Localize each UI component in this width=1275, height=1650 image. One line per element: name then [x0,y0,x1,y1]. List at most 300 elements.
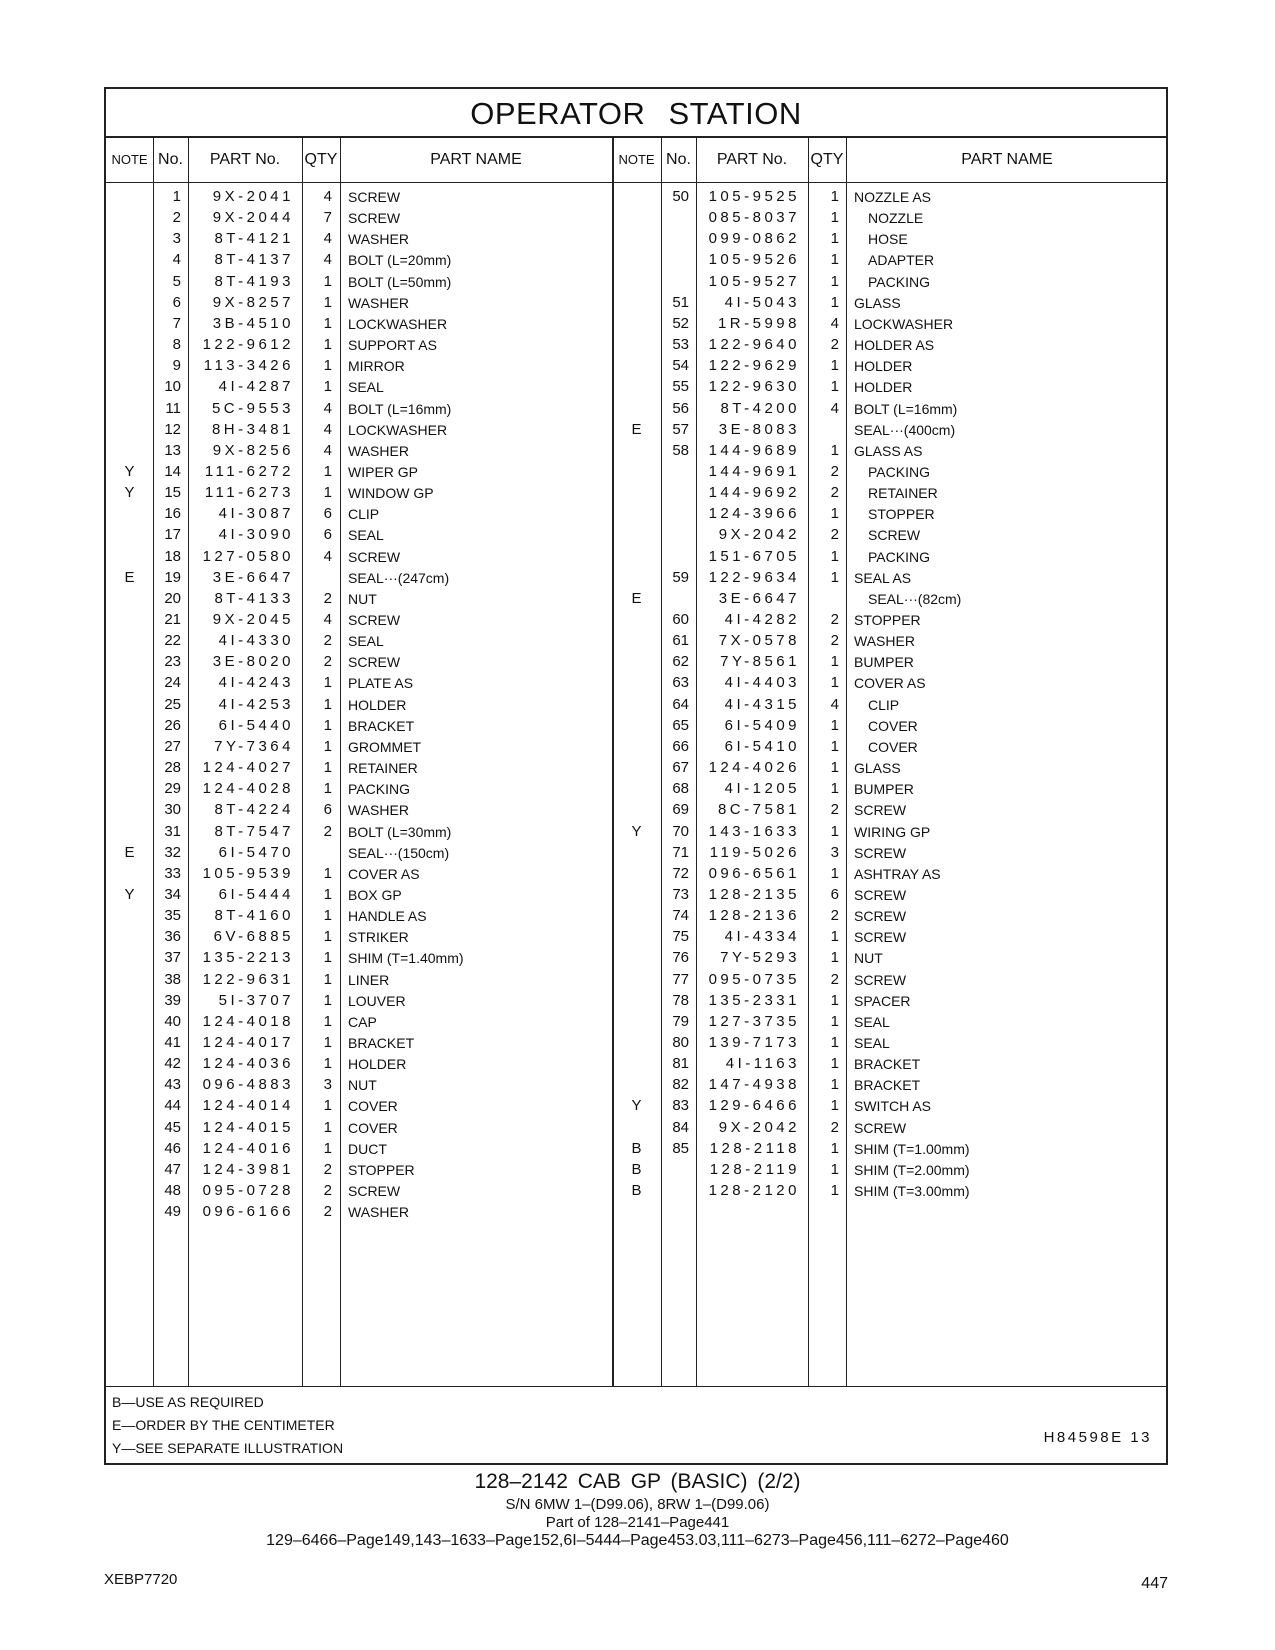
row-no: 25 [164,695,181,713]
row-note: Y [631,1097,642,1115]
row-no: 36 [164,928,181,946]
row-no: 79 [672,1012,689,1030]
row-part: 8T-7547 [214,822,294,840]
row-note [106,524,153,546]
row-qty: 1 [830,991,839,1009]
row-note: Y [124,484,135,502]
legend-b: B—USE AS REQUIRED [112,1394,264,1410]
row-qty: 1 [323,695,332,713]
row-no: 3 [172,230,181,248]
row-part: 6I-5470 [218,843,294,861]
legend-y: Y—SEE SEPARATE ILLUSTRATION [112,1440,344,1456]
row-qty [302,567,332,589]
row-qty: 2 [830,462,839,480]
row-part: 6I-5440 [218,716,294,734]
row-qty: 2 [830,611,839,628]
document-id: XEBP7720 [104,1571,178,1588]
footer-rule [106,1386,1166,1387]
row-no: 23 [164,653,181,671]
part-of-reference: Part of 128–2141–Page441 [545,1514,730,1531]
row-note [106,969,153,991]
row-name: BOLT (L=16mm) [348,400,452,417]
row-no: 13 [164,441,181,459]
row-part: 8T-4137 [214,251,294,269]
row-part: 122-9634 [708,568,800,586]
row-qty [808,588,839,610]
row-note [612,609,661,631]
row-name: SHIM (T=2.00mm) [854,1161,970,1178]
row-part: 144-9689 [708,441,800,459]
row-qty: 1 [830,928,839,946]
row-no: 53 [672,336,689,354]
row-note [612,672,661,694]
row-name: SWITCH AS [854,1098,932,1115]
row-name: COVER AS [854,675,926,692]
row-name: SCREW [348,189,401,205]
row-name: SCREW [348,612,401,628]
row-note [106,1095,153,1117]
page-number: 447 [1141,1575,1168,1592]
row-no: 76 [672,949,689,967]
row-qty: 2 [830,484,839,502]
row-note [612,799,661,821]
group-caption: 128–2142 CAB GP (BASIC) (2/2) [474,1470,801,1493]
row-name: DUCT [348,1140,387,1157]
row-no: 62 [672,653,689,671]
row-name: BRACKET [854,1077,921,1094]
row-qty: 6 [323,505,332,523]
row-part: 113-3426 [203,357,294,375]
row-qty: 6 [323,801,332,819]
row-note [612,926,661,948]
row-part: 6I-5410 [724,737,800,755]
row-no: 38 [164,970,181,988]
row-qty: 1 [323,357,332,375]
row-note: B [631,1182,642,1200]
row-qty: 1 [830,547,839,565]
row-note [612,207,661,229]
row-name: RETAINER [348,760,418,777]
row-note [612,355,661,377]
row-note [106,1180,153,1202]
row-no: 70 [672,822,689,840]
row-qty: 1 [830,1182,839,1200]
row-note [612,694,661,716]
row-name: SCREW [348,654,401,671]
row-name: NUT [348,590,377,607]
row-no: 45 [164,1118,181,1136]
row-part: 8T-4121 [214,230,294,248]
row-note [106,1032,153,1054]
row-part: 151-6705 [708,547,800,565]
row-note: Y [124,885,135,903]
row-qty: 1 [830,1034,839,1051]
row-name: SEAL AS [854,569,912,586]
row-part: 4I-4243 [218,674,294,692]
row-part: 096-4883 [202,1076,294,1094]
header-no: No. [158,151,183,168]
row-no [661,482,689,504]
row-part: 4I-5043 [724,293,800,311]
row-name: BOLT (L=50mm) [348,273,452,290]
row-note: B [631,1160,642,1178]
row-qty: 2 [830,970,839,988]
row-no: 84 [672,1118,689,1136]
row-no: 59 [672,568,689,586]
row-qty: 1 [323,378,332,396]
row-name: LOUVER [348,992,406,1009]
row-qty: 1 [323,737,332,755]
row-qty: 1 [323,759,332,777]
row-no: 58 [672,441,689,459]
row-qty: 2 [830,801,839,819]
row-note [106,1159,153,1181]
row-no: 81 [672,1055,689,1073]
header-part-no: PART No. [716,151,788,168]
row-part: 4I-4334 [724,928,800,946]
row-qty: 1 [830,737,839,755]
row-note [612,630,661,652]
row-note [106,1117,153,1139]
row-no: 31 [164,822,181,840]
row-name: GLASS [854,294,901,311]
row-name: SCREW [854,908,907,925]
row-name: BRACKET [348,1035,415,1051]
row-part: 135-2213 [202,949,294,967]
row-note [612,1117,661,1139]
row-part: 6V-6885 [213,928,294,946]
legend-e: E—ORDER BY THE CENTIMETER [112,1417,335,1433]
row-qty: 1 [323,885,332,903]
row-name: SEAL···(82cm) [868,590,962,607]
row-name: SHIM (T=1.00mm) [854,1140,970,1157]
row-name: SHIM (T=3.00mm) [854,1183,970,1200]
row-part: 111-6272 [204,462,294,480]
row-part: 7Y-7364 [214,737,294,755]
row-name: STRIKER [348,929,409,946]
row-name: HOLDER [348,1056,407,1073]
row-qty: 1 [323,293,332,311]
row-part: 8T-4200 [720,399,800,417]
row-note [106,271,153,293]
row-note [612,715,661,737]
row-note [106,1201,153,1223]
row-name: COVER AS [348,865,420,882]
row-part: 6I-5409 [724,716,800,734]
row-note [106,778,153,800]
row-no: 27 [164,737,181,755]
row-part: 122-9631 [202,970,294,988]
row-qty: 4 [323,420,332,438]
row-qty: 4 [830,695,839,713]
header-part-name: PART NAME [961,151,1053,168]
row-qty: 1 [830,674,839,692]
row-no: 20 [164,589,181,607]
row-part: 105-9527 [708,272,800,290]
row-note: Y [631,822,642,840]
row-qty: 4 [323,188,332,205]
header-note: NOTE [111,152,148,167]
row-note [106,651,153,673]
row-note [106,249,153,271]
row-name: SEAL [854,1013,890,1030]
row-name: SEAL [348,527,384,544]
column-divider [340,136,341,1386]
row-name: SEAL [854,1035,890,1051]
row-name: HOLDER AS [854,337,935,354]
row-note [106,355,153,377]
row-name: HOLDER [348,696,407,713]
row-name: BOLT (L=20mm) [348,252,452,269]
row-part: 124-4028 [202,780,294,798]
row-qty: 1 [830,780,839,798]
row-part: 8H-3481 [211,420,294,438]
row-part: 4I-4403 [724,674,800,692]
parts-table-sheet [104,87,1168,1465]
row-part: 7X-0578 [718,632,800,650]
row-part: 9X-8257 [212,293,294,311]
row-qty: 1 [323,1139,332,1157]
row-name: PACKING [348,781,410,798]
row-no: 69 [672,801,689,819]
row-no: 34 [164,885,181,903]
row-qty: 1 [323,272,332,290]
row-no: 12 [164,420,181,438]
row-name: SUPPORT AS [348,337,437,354]
row-no: 67 [672,759,689,777]
row-qty: 4 [323,230,332,248]
row-name: SCREW [348,548,401,565]
row-note [106,207,153,229]
row-note [106,376,153,398]
row-name: SCREW [854,844,907,861]
row-qty [302,842,332,864]
row-part: 122-9629 [708,357,800,375]
row-no: 24 [164,674,181,692]
row-note [106,926,153,948]
row-part: 124-4014 [202,1097,294,1115]
row-name: PACKING [868,463,930,480]
row-name: WINDOW GP [348,485,434,502]
row-note [612,461,661,483]
row-note [612,503,661,525]
row-note [612,905,661,927]
row-name: WASHER [348,231,409,248]
row-name: CLIP [348,506,380,523]
page-references: 129–6466–Page149,143–1633–Page152,6I–5444–Page453.03,111–6273–Page456,111–6272–Page460 [266,1532,1009,1549]
row-part: 096-6561 [708,864,800,882]
row-no: 5 [172,272,181,290]
row-qty: 2 [323,822,332,840]
row-part: 095-0735 [708,970,800,988]
row-part: 119-5026 [709,843,800,861]
row-no: 44 [164,1097,181,1115]
row-note [106,292,153,314]
row-part: 4I-1163 [725,1055,800,1073]
row-note [612,334,661,356]
row-note [106,334,153,356]
row-no: 7 [172,314,181,332]
row-part: 4I-3087 [218,505,294,523]
row-no: 18 [164,547,181,565]
row-name: SCREW [854,802,907,819]
row-no: 65 [672,716,689,734]
row-qty: 1 [323,949,332,967]
header-part-name: PART NAME [430,151,522,168]
row-no: 61 [672,632,689,650]
row-note [612,228,661,250]
row-name: WASHER [348,1204,409,1221]
row-note [612,1011,661,1033]
row-note [612,1074,661,1096]
row-no: 68 [672,780,689,798]
row-qty: 2 [323,1182,332,1200]
row-no: 21 [164,611,181,628]
row-part: 8T-4224 [214,801,294,819]
row-no: 73 [672,885,689,903]
row-note [612,398,661,420]
row-qty: 1 [830,716,839,734]
row-name: SCREW [854,1119,907,1136]
row-part: 124-4027 [202,759,294,777]
row-note [612,440,661,462]
row-note [106,863,153,885]
row-qty: 1 [830,251,839,269]
row-part: 096-6166 [202,1203,294,1221]
row-name: NOZZLE AS [854,189,932,205]
row-qty: 1 [323,1118,332,1136]
row-name: PACKING [868,273,930,290]
row-part: 3E-8020 [212,653,294,671]
row-no: 46 [164,1139,181,1157]
row-part: 127-3735 [708,1012,800,1030]
row-note [106,186,153,208]
row-no: 80 [672,1034,689,1051]
row-note [106,694,153,716]
row-note [106,1053,153,1075]
row-no: 71 [672,843,689,861]
row-qty: 1 [323,970,332,988]
row-name: SEAL [348,633,384,650]
row-part: 085-8037 [708,209,800,227]
row-part: 4I-4282 [724,611,800,628]
row-name: WASHER [348,802,409,819]
row-qty: 1 [323,864,332,882]
row-qty: 1 [830,441,839,459]
serial-range: S/N 6MW 1–(D99.06), 8RW 1–(D99.06) [505,1496,770,1513]
row-no: 42 [164,1055,181,1073]
row-name: STOPPER [854,612,921,628]
row-note [612,969,661,991]
row-note [612,778,661,800]
row-part: 9X-2042 [718,526,800,544]
row-note [612,249,661,271]
row-part: 124-4026 [708,759,800,777]
row-note [106,398,153,420]
page-title: OPERATOR STATION [106,89,1166,138]
row-qty: 1 [830,864,839,882]
row-no: 72 [672,864,689,882]
row-note [612,757,661,779]
row-qty: 1 [830,1076,839,1094]
row-part: 128-2120 [708,1182,800,1200]
row-name: WIRING GP [854,823,931,840]
row-qty: 1 [323,928,332,946]
row-no: 77 [672,970,689,988]
row-part: 124-3966 [708,505,800,523]
row-note [612,186,661,208]
row-qty: 1 [830,188,839,205]
row-no: 64 [672,695,689,713]
row-name: SCREW [854,886,907,903]
row-note [612,524,661,546]
row-part: 4I-1205 [724,780,800,798]
row-no [661,461,689,483]
row-no: 4 [172,251,181,269]
row-part: 144-9691 [708,462,800,480]
row-part: 111-6273 [204,484,294,502]
row-no: 28 [164,759,181,777]
row-note [106,799,153,821]
row-name: BUMPER [854,781,914,798]
row-part: 129-6466 [708,1097,800,1115]
row-qty: 4 [323,251,332,269]
row-part: 124-4016 [202,1139,294,1157]
row-part: 5I-3707 [218,991,294,1009]
row-no [661,524,689,546]
row-qty: 1 [323,907,332,925]
row-no: 74 [672,907,689,925]
row-name: CLIP [868,696,900,713]
row-no: 48 [164,1182,181,1200]
header-qty: QTY [304,151,338,168]
row-no: 82 [672,1076,689,1094]
row-qty: 1 [323,1012,332,1030]
row-no [661,1180,689,1202]
row-note [612,546,661,568]
row-name: CAP [348,1013,377,1030]
row-no: 63 [672,674,689,692]
row-name: WASHER [348,442,409,459]
row-note [106,1138,153,1160]
row-no [661,503,689,525]
row-name: SEAL [348,379,384,396]
row-part: 9X-2044 [212,209,294,227]
header-part-no: PART No. [209,151,281,168]
row-part: 122-9640 [708,336,800,354]
row-no [661,271,689,293]
row-note: E [124,568,135,586]
row-part: 128-2135 [708,885,800,903]
row-part: 128-2118 [709,1139,800,1157]
row-qty: 2 [830,907,839,925]
row-no: 29 [164,780,181,798]
row-name: NUT [348,1077,377,1094]
row-name: GLASS AS [854,442,923,459]
row-part: 128-2136 [708,907,800,925]
row-note [106,1011,153,1033]
row-note [612,947,661,969]
row-no: 39 [164,991,181,1009]
row-note [106,630,153,652]
row-qty: 1 [830,1160,839,1178]
row-name: SCREW [854,971,907,988]
row-name: NOZZLE [868,210,924,227]
row-part: 128-2119 [709,1160,800,1178]
row-note [106,821,153,843]
row-part: 105-9525 [708,188,800,205]
header-rule [106,182,1166,183]
